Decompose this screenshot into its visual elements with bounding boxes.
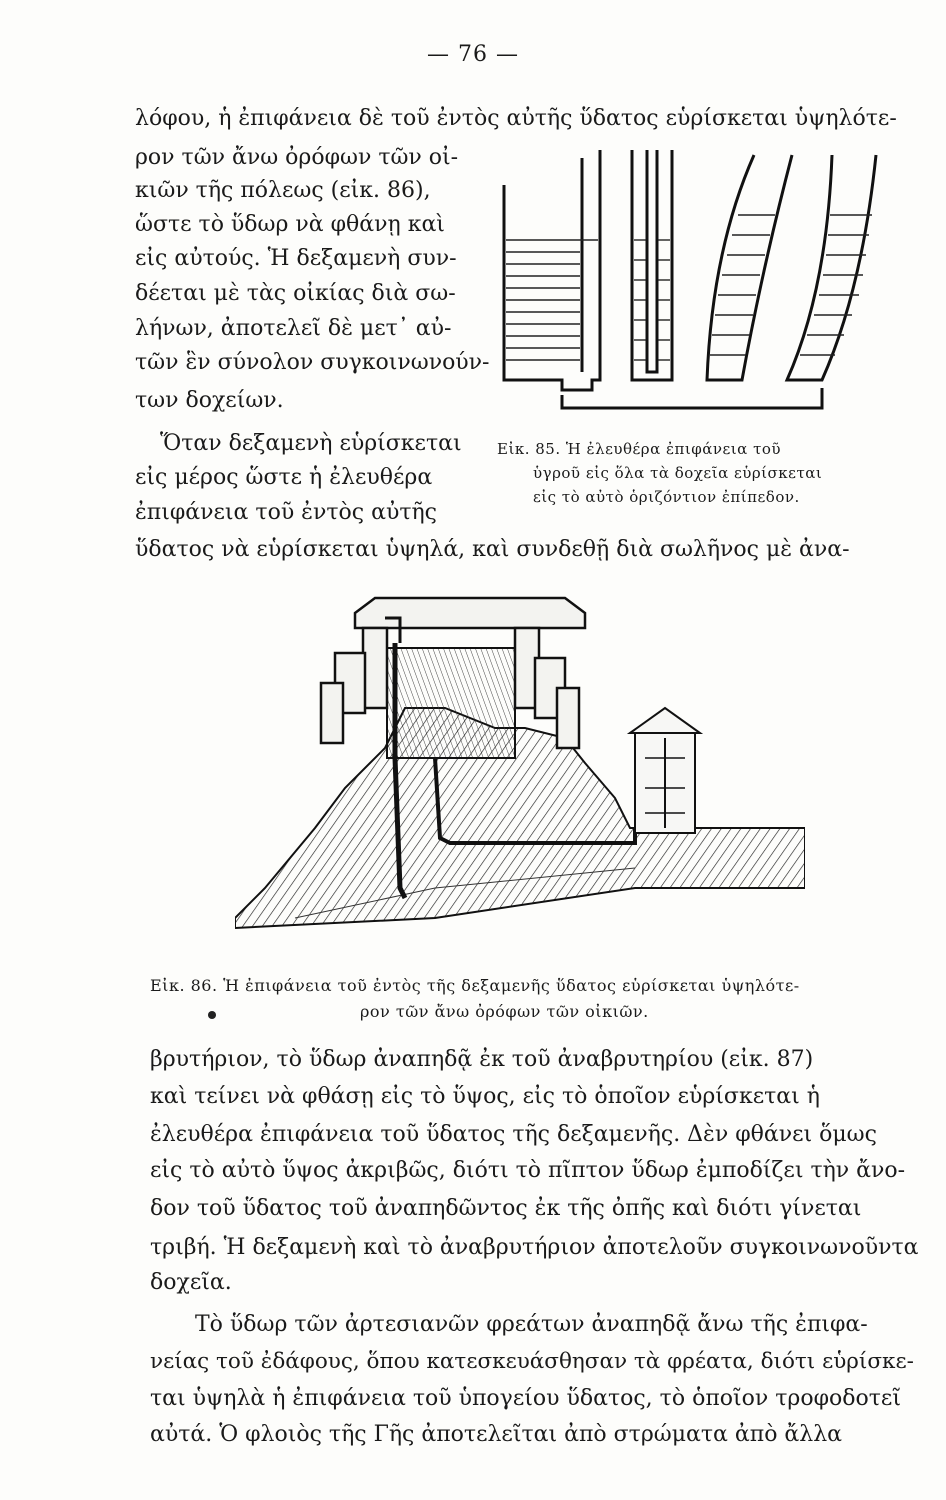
text-line: των δοχείων. [135,388,284,413]
text-line: δοχεῖα. [150,1270,232,1295]
page-number: — 76 — [427,42,519,67]
text-line: δον τοῦ ὕδατος τοῦ ἀναπηδῶντος ἐκ τῆς ὀπῆς καὶ διότι γίνεται [150,1196,862,1221]
text-line: τριβή. Ἡ δεξαμενὴ καὶ τὸ ἀναβρυτήριον ἀποτελοῦν συγκοινωνοῦντα [150,1235,919,1260]
text-line: αὐτά. Ὁ φλοιὸς τῆς Γῆς ἀποτελεῖται ἀπὸ στρώματα ἀπὸ ἄλλα [150,1422,843,1447]
text-line: δέεται μὲ τὰς οἰκίας διὰ σω- [135,281,456,306]
text-line: καὶ τείνει νὰ φθάσῃ εἰς τὸ ὕψος, εἰς τὸ ὁποῖον εὑρίσκεται ἡ [150,1084,820,1109]
text-line: βρυτήριον, τὸ ὕδωρ ἀναπηδᾷ ἐκ τοῦ ἀναβρυτηρίου (εἰκ. 87) [150,1047,814,1072]
text-line: εἰς μέρος ὥστε ἡ ἐλευθέρα [135,465,433,490]
caption-line: ρον τῶν ἄνω ὀρόφων τῶν οἰκιῶν. [360,1002,649,1021]
text-line: λόφου, ἡ ἐπιφάνεια δὲ τοῦ ἐντὸς αὐτῆς ὕδατος εὑρίσκεται ὑψηλότε- [135,106,897,131]
text-line: ρον τῶν ἄνω ὀρόφων τῶν οἰ- [135,145,459,170]
text-line: ὕδατος νὰ εὑρίσκεται ὑψηλά, καὶ συνδεθῇ διὰ σωλῆνος μὲ ἀνα- [135,537,850,562]
caption-line: Εἰκ. 85. Ἡ ἐλευθέρα ἐπιφάνεια τοῦ [497,440,782,458]
text-line: νείας τοῦ ἐδάφους, ὅπου κατεσκευάσθησαν τὰ φρέατα, διότι εὑρίσκε- [150,1349,914,1374]
caption-line: ὑγροῦ εἰς ὅλα τὰ δοχεῖα εὑρίσκεται [533,464,823,482]
text-line: τῶν ἓν σύνολον συγκοινωνούν- [135,350,490,375]
text-line: ἐλευθέρα ἐπιφάνεια τοῦ ὕδατος τῆς δεξαμενῆς. Δὲν φθάνει ὅμως [150,1122,877,1147]
caption-line: εἰς τὸ αὐτὸ ὁριζόντιον ἐπίπεδον. [533,488,800,506]
text-line: ἐπιφάνεια τοῦ ἐντὸς αὐτῆς [135,500,437,525]
text-line: Τὸ ὕδωρ τῶν ἀρτεσιανῶν φρεάτων ἀναπηδᾷ ἄνω τῆς ἐπιφα- [195,1312,868,1337]
text-line: ὥστε τὸ ὕδωρ νὰ φθάνῃ καὶ [135,212,445,237]
text-line: ται ὑψηλὰ ἡ ἐπιφάνεια τοῦ ὑπογείου ὕδατος, τὸ ὁποῖον τροφοδοτεῖ [150,1386,901,1411]
text-line: Ὅταν δεξαμενὴ εὑρίσκεται [160,431,462,456]
text-line: λήνων, ἀποτελεῖ δὲ μετ᾽ αὐ- [135,316,452,341]
text-line: εἰς τὸ αὐτὸ ὕψος ἀκριβῶς, διότι τὸ πῖπτον ὕδωρ ἐμποδίζει τὴν ἄνο- [150,1158,906,1183]
caption-line: Εἰκ. 86. Ἡ ἐπιφάνεια τοῦ ἐντὸς τῆς δεξαμενῆς ὕδατος εὑρίσκεται ὑψηλότε- [150,976,800,995]
text-line: κιῶν τῆς πόλεως (εἰκ. 86), [135,178,431,203]
ink-dot [208,1011,216,1019]
figure-86-reservoir-illustration [235,588,805,968]
figure-85-communicating-vessels [492,140,892,425]
text-line: εἰς αὐτούς. Ἡ δεξαμενὴ συν- [135,246,457,271]
